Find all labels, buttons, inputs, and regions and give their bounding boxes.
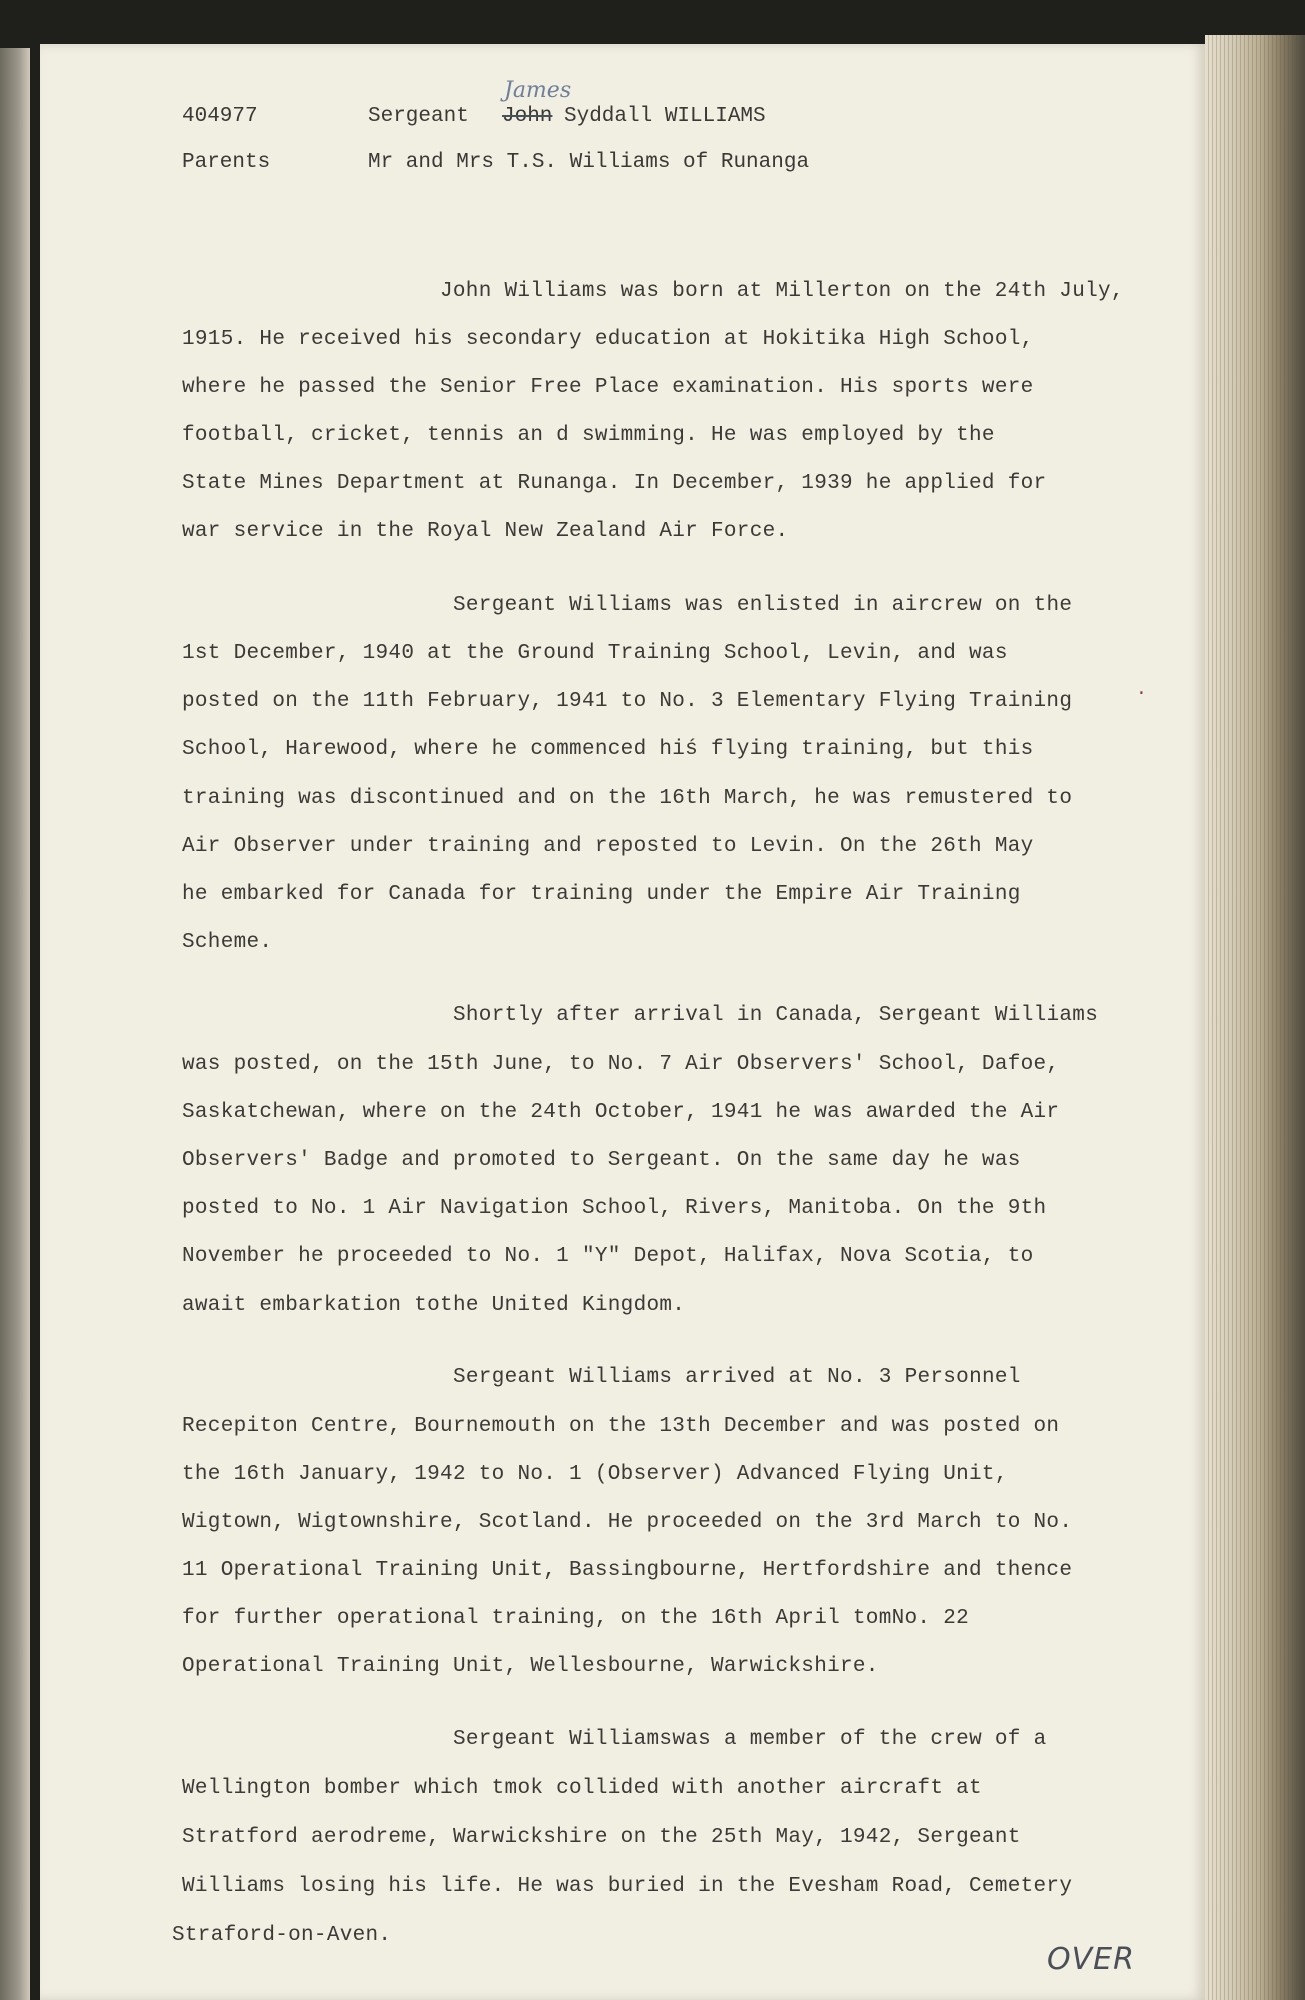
- text-line: School, Harewood, where he commenced hiś flying training, but this: [182, 738, 1034, 761]
- text-line: Sergeant Williamswas a member of the crew of a: [453, 1728, 1047, 1751]
- pencil-correction-name: James: [504, 78, 572, 103]
- parents-label: Parents: [182, 151, 271, 174]
- text-line: Air Observer under training and reposted to Levin. On the 26th May: [182, 835, 1034, 858]
- text-line: training was discontinued and on the 16th March, he was remustered to: [182, 787, 1073, 810]
- text-line: State Mines Department at Runanga. In December, 1939 he applied for: [182, 472, 1047, 495]
- text-line: for further operational training, on the 16th April tomNo. 22: [182, 1607, 970, 1630]
- facing-page-edge: [0, 48, 30, 2000]
- handwritten-over-note: OVER: [1047, 1942, 1135, 1977]
- parents-value: Mr and Mrs T.S. Williams of Runanga: [368, 151, 810, 174]
- text-line: he embarked for Canada for training under the Empire Air Training: [182, 883, 1021, 906]
- text-line: where he passed the Senior Free Place examination. His sports were: [182, 376, 1034, 399]
- full-name: Syddall WILLIAMS: [564, 105, 766, 128]
- service-number: 404977: [182, 105, 258, 128]
- text-line: football, cricket, tennis an d swimming. He was employed by the: [182, 424, 995, 447]
- text-line: Williams losing his life. He was buried in the Evesham Road, Cemetery: [182, 1875, 1073, 1898]
- struck-first-name: John: [502, 105, 553, 128]
- text-line: Operational Training Unit, Wellesbourne, Warwickshire.: [182, 1655, 879, 1678]
- text-line: Wigtown, Wigtownshire, Scotland. He proceeded on the 3rd March to No.: [182, 1511, 1073, 1534]
- rank: Sergeant: [368, 105, 469, 128]
- text-line: Wellington bomber which tmok collided with another aircraft at: [182, 1777, 982, 1800]
- text-line: posted to No. 1 Air Navigation School, Rivers, Manitoba. On the 9th: [182, 1197, 1047, 1220]
- text-line: the 16th January, 1942 to No. 1 (Observer) Advanced Flying Unit,: [182, 1463, 1008, 1486]
- text-line: 11 Operational Training Unit, Bassingbourne, Hertfordshire and thence: [182, 1559, 1073, 1582]
- text-line: war service in the Royal New Zealand Air Force.: [182, 520, 789, 543]
- book-binding-edge: [1205, 35, 1305, 2000]
- text-line: await embarkation tothe United Kingdom.: [182, 1294, 686, 1317]
- text-line: Sergeant Williams arrived at No. 3 Personnel: [453, 1366, 1021, 1389]
- text-line: Recepiton Centre, Bournemouth on the 13th December and was posted on: [182, 1415, 1060, 1438]
- text-line: Sergeant Williams was enlisted in aircrew on the: [453, 594, 1073, 617]
- text-line: Scheme.: [182, 931, 273, 954]
- document-page: [40, 44, 1205, 2000]
- text-line: 1st December, 1940 at the Ground Training School, Levin, and was: [182, 642, 1008, 665]
- text-line: Stratford aerodreme, Warwickshire on the 25th May, 1942, Sergeant: [182, 1826, 1021, 1849]
- text-line: Observers' Badge and promoted to Sergeant. On the same day he was: [182, 1149, 1021, 1172]
- text-line: posted on the 11th February, 1941 to No. 3 Elementary Flying Training: [182, 690, 1073, 713]
- text-line: Straford-on-Aven.: [172, 1924, 392, 1947]
- margin-mark: ·: [1136, 684, 1147, 704]
- text-line: 1915. He received his secondary education at Hokitika High School,: [182, 328, 1034, 351]
- text-line: Saskatchewan, where on the 24th October, 1941 he was awarded the Air: [182, 1101, 1060, 1124]
- text-line: was posted, on the 15th June, to No. 7 Air Observers' School, Dafoe,: [182, 1053, 1060, 1076]
- text-line: Shortly after arrival in Canada, Sergeant Williams: [453, 1004, 1099, 1027]
- text-line: November he proceeded to No. 1 "Y" Depot, Halifax, Nova Scotia, to: [182, 1245, 1034, 1268]
- text-line: John Williams was born at Millerton on the 24th July,: [440, 280, 1124, 303]
